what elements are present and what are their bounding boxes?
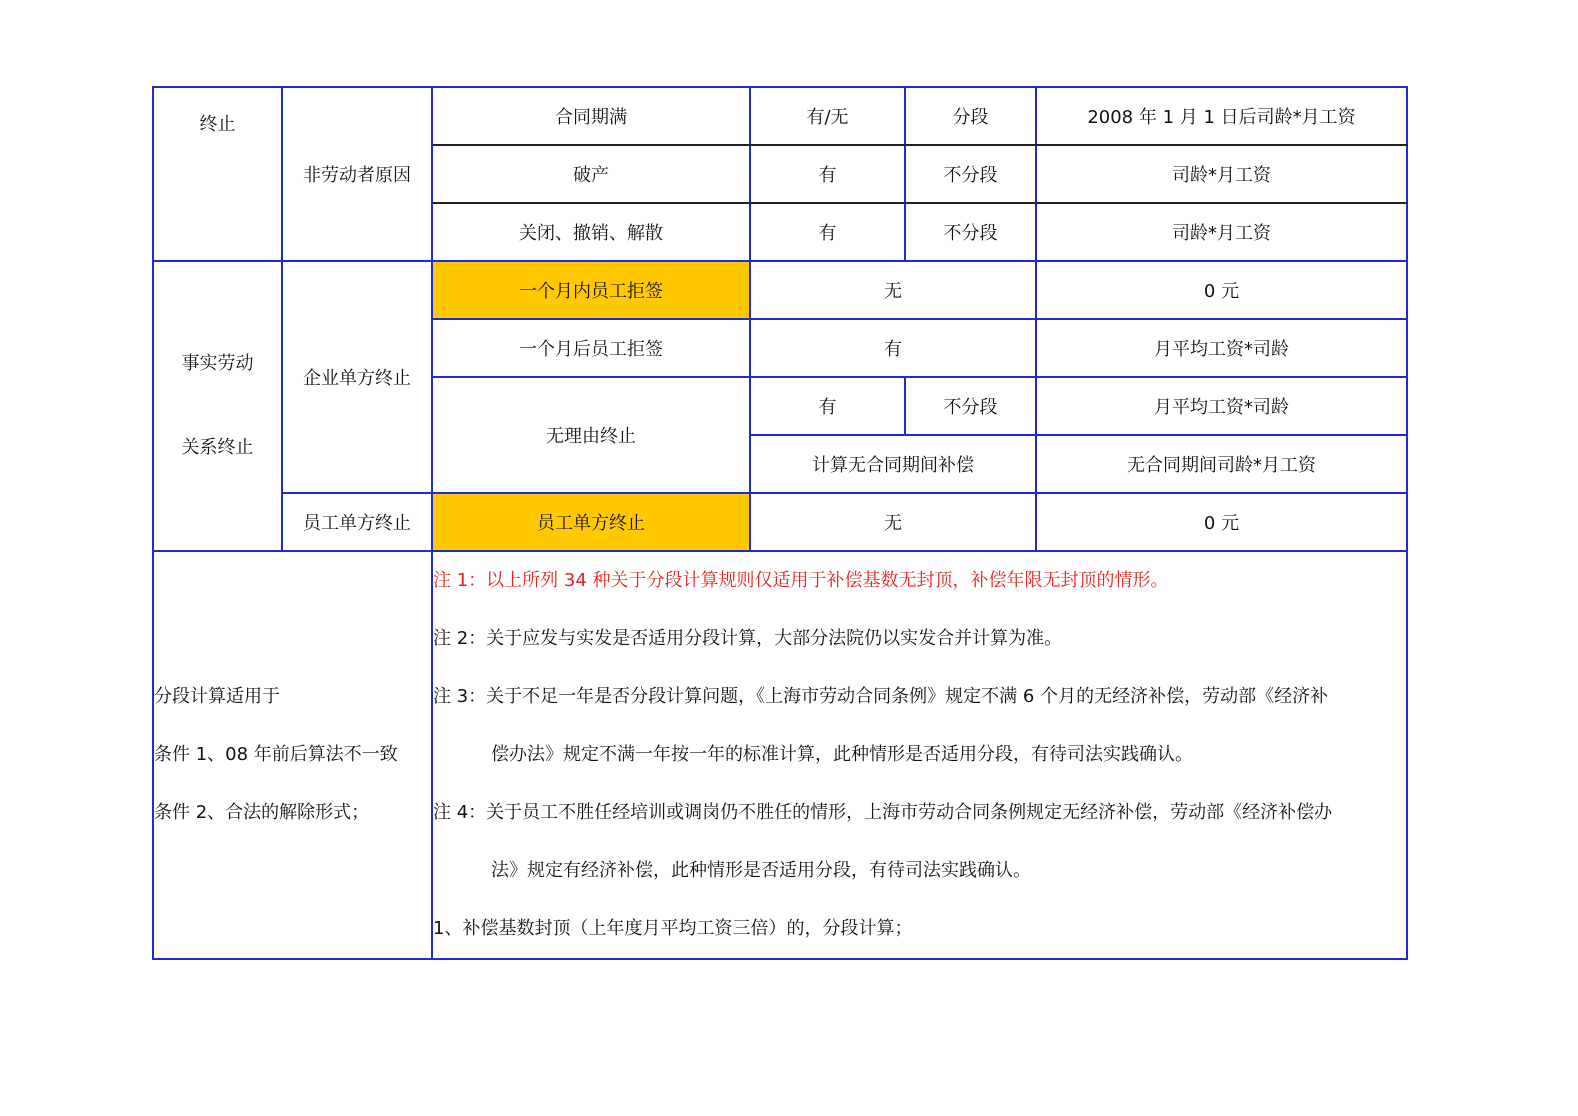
notes-cell <box>432 551 1407 959</box>
segment-cell: 不分段 <box>905 145 1036 203</box>
case-cell: 合同期满 <box>432 87 750 145</box>
comp-cell: 无 <box>750 261 1036 319</box>
segment-cell: 不分段 <box>905 377 1036 435</box>
formula-cell: 2008 年 1 月 1 日后司龄*月工资 <box>1036 87 1407 145</box>
table-row <box>153 493 1407 551</box>
condition-line: 条件 1、08 年前后算法不一致 <box>154 744 398 765</box>
note-3: 注 3：关于不足一年是否分段计算问题，《上海市劳动合同条例》规定不满 6 个月的无经济补偿，劳动部《经济补 <box>433 686 1329 707</box>
case-cell: 破产 <box>432 145 750 203</box>
formula-cell: 月平均工资*司龄 <box>1036 377 1407 435</box>
table-row <box>153 261 1407 319</box>
comp-cell: 有 <box>750 145 905 203</box>
comp-cell: 有 <box>750 377 905 435</box>
note-4-continued: 法》规定有经济补偿，此种情形是否适用分段，有待司法实践确认。 <box>491 860 1031 881</box>
table-row <box>153 87 1407 145</box>
comp-cell: 有/无 <box>750 87 905 145</box>
note-4: 注 4：关于员工不胜任经培训或调岗仍不胜任的情形，上海市劳动合同条例规定无经济补偿，劳动部《经济补偿办 <box>433 802 1333 823</box>
note-1: 注 1：以上所列 34 种关于分段计算规则仅适用于补偿基数无封顶，补偿年限无封顶的情形。 <box>433 570 1169 591</box>
case-cell: 关闭、撤销、解散 <box>432 203 750 261</box>
factual-termination-label <box>153 261 282 551</box>
segment-cell: 分段 <box>905 87 1036 145</box>
formula-cell: 月平均工资*司龄 <box>1036 319 1407 377</box>
non-worker-reason-label: 非劳动者原因 <box>282 87 432 261</box>
case-cell-highlighted: 员工单方终止 <box>432 493 750 551</box>
formula-cell: 司龄*月工资 <box>1036 203 1407 261</box>
formula-cell: 无合同期间司龄*月工资 <box>1036 435 1407 493</box>
formula-cell: 0 元 <box>1036 493 1407 551</box>
comp-cell: 有 <box>750 203 905 261</box>
formula-cell: 司龄*月工资 <box>1036 145 1407 203</box>
comp-cell: 无 <box>750 493 1036 551</box>
rule-1: 1、补偿基数封顶（上年度月平均工资三倍）的，分段计算； <box>433 918 913 939</box>
employer-unilateral-label: 企业单方终止 <box>282 261 432 493</box>
employee-unilateral-label: 员工单方终止 <box>282 493 432 551</box>
segment-cell: 不分段 <box>905 203 1036 261</box>
comp-cell: 计算无合同期间补偿 <box>750 435 1036 493</box>
formula-cell: 0 元 <box>1036 261 1407 319</box>
table-row <box>153 551 1407 959</box>
factual-label-line: 事实劳动 <box>181 353 254 374</box>
segment-conditions <box>153 551 432 959</box>
compensation-table <box>152 86 1408 960</box>
note-2: 注 2：关于应发与实发是否适用分段计算，大部分法院仍以实发合并计算为准。 <box>433 628 1063 649</box>
condition-line: 条件 2、合法的解除形式； <box>154 802 370 823</box>
comp-cell: 有 <box>750 319 1036 377</box>
note-3-continued: 偿办法》规定不满一年按一年的标准计算，此种情形是否适用分段，有待司法实践确认。 <box>491 744 1193 765</box>
case-cell-highlighted: 一个月内员工拒签 <box>432 261 750 319</box>
factual-label-line: 关系终止 <box>181 437 254 458</box>
case-cell: 无理由终止 <box>432 377 750 493</box>
condition-line: 分段计算适用于 <box>154 686 280 707</box>
case-cell: 一个月后员工拒签 <box>432 319 750 377</box>
termination-label: 终止 <box>153 87 282 261</box>
